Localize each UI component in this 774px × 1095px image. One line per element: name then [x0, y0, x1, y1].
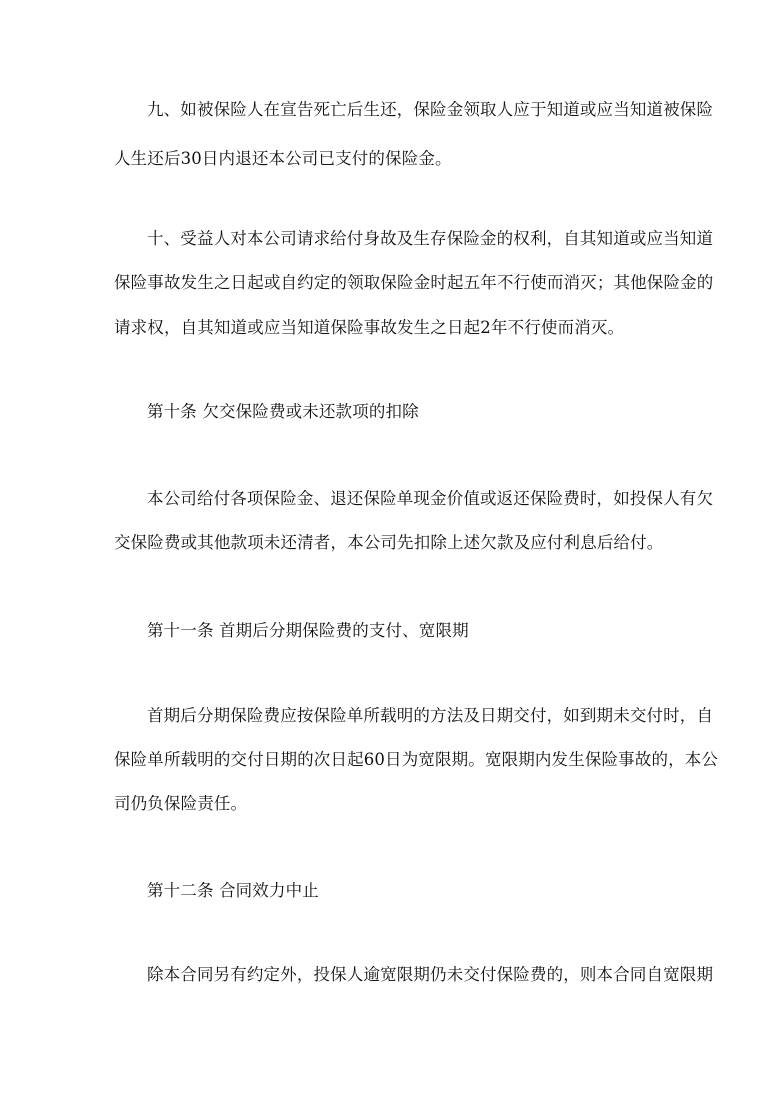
article-10-body-line-2: 交保险费或其他款项未还清者，本公司先扣除上述欠款及应付利息后给付。	[114, 533, 664, 552]
article-10-heading: 第十条 欠交保险费或未还款项的扣除	[147, 402, 419, 421]
article-12-heading: 第十二条 合同效力中止	[147, 881, 319, 900]
clause-10-line-2: 保险事故发生之日起或自约定的领取保险金时起五年不行使而消灭；其他保险金的	[114, 273, 714, 292]
article-11-body-line-1: 首期后分期保险费应按保险单所载明的方法及日期交付，如到期未交付时，自	[147, 706, 714, 725]
article-11-body-line-2: 保险单所载明的交付日期的次日起60日为宽限期。宽限期内发生保险事故的，本公	[114, 750, 719, 769]
article-12-body-line-1: 除本合同另有约定外，投保人逾宽限期仍未交付保险费的，则本合同自宽限期	[147, 965, 714, 984]
article-11-body-line-3: 司仍负保险责任。	[114, 794, 248, 813]
article-11-heading: 第十一条 首期后分期保险费的支付、宽限期	[147, 621, 469, 640]
clause-10-line-1: 十、受益人对本公司请求给付身故及生存保险金的权利，自其知道或应当知道	[147, 229, 714, 248]
clause-10-line-3: 请求权，自其知道或应当知道保险事故发生之日起2年不行使而消灭。	[114, 318, 625, 337]
clause-9-line-2: 人生还后30日内退还本公司已支付的保险金。	[114, 149, 452, 168]
clause-9-line-1: 九、如被保险人在宣告死亡后生还，保险金领取人应于知道或应当知道被保险	[147, 100, 714, 119]
article-10-body-line-1: 本公司给付各项保险金、退还保险单现金价值或返还保险费时，如投保人有欠	[147, 489, 714, 508]
